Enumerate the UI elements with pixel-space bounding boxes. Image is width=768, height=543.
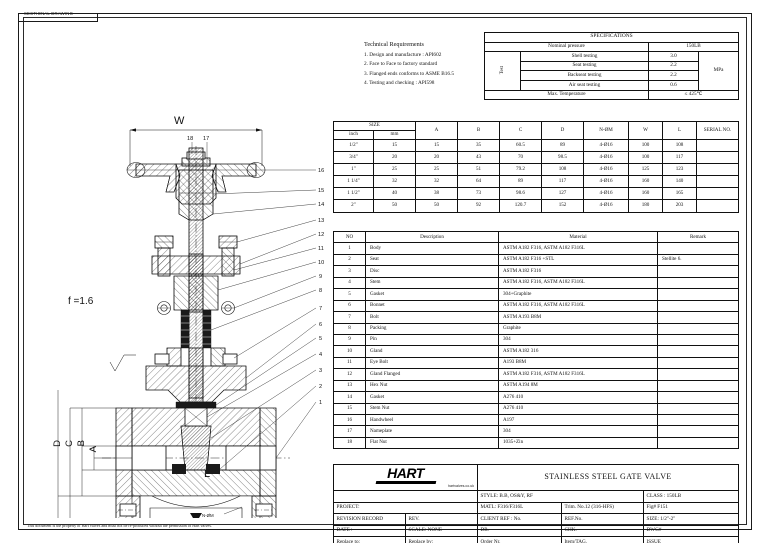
part-no: 10 [334,346,366,357]
part-remark [658,300,739,311]
tech-req-item: 1. Design and manufacture : API602 [364,52,442,58]
replace-by-label: Replace by: [406,537,478,543]
size-cell: 60.5 [500,140,542,152]
part-description: Body [366,243,499,254]
valve-sectional-drawing [24,18,330,518]
size-cell: 43 [458,152,500,164]
svg-text:9: 9 [319,274,323,280]
size-cell [697,176,739,188]
part-no: 11 [334,357,366,368]
table-row [334,232,739,243]
size-cell: 25 [374,164,416,176]
part-material: ASTM A182 F316 [499,266,658,277]
part-no: 9 [334,334,366,345]
svg-text:12: 12 [318,232,325,238]
part-material: 1035+Zin [499,437,658,448]
table-row [485,42,739,52]
part-description: Bonnet [366,300,499,311]
col-header-remark: Remark [658,232,739,243]
size-cell [697,188,739,200]
size-cell: 70 [500,152,542,164]
size-cell: 79.2 [500,164,542,176]
size-cell: 50 [416,200,458,212]
table-row [334,140,739,152]
table-row [334,525,739,537]
nominal-pressure-label: Nominal pressure [485,42,649,52]
col-header-serial: SERIAL NO. [697,122,739,140]
matl-label: MATL: F316/F316L [478,502,562,514]
size-cell: 51 [458,164,500,176]
table-row [334,514,739,526]
size-cell: 125 [629,164,663,176]
drawing-title: STAINLESS STEEL GATE VALVE [478,465,739,491]
size-cell: 3/4" [334,152,374,164]
svg-text:3: 3 [319,368,323,374]
part-description: Eye Bolt [366,357,499,368]
size-cell: 4-Ø16 [584,188,629,200]
logo-website-url: hartvalves.co.uk [448,484,474,489]
col-header-no: NO [334,232,366,243]
table-row [334,152,739,164]
svg-text:4: 4 [319,352,323,358]
size-cell: 108 [542,164,584,176]
part-description: Stem Nut [366,403,499,414]
client-ref-label: CLIENT REF : No. [478,514,562,526]
size-cell: 117 [663,152,697,164]
part-description: Disc [366,266,499,277]
svg-text:13: 13 [318,218,325,224]
size-cell: 117 [542,176,584,188]
part-material: ASTM A182 F316, ASTM A182 F316L [499,243,658,254]
table-row [334,289,739,300]
part-remark [658,357,739,368]
part-description: Packing [366,323,499,334]
col-header-w: W [629,122,663,140]
replace-to-label: Replace to: [334,537,406,543]
part-description: Gland Flanged [366,369,499,380]
size-cell: 25 [416,164,458,176]
size-cell: 98.6 [500,188,542,200]
size-cell: 20 [416,152,458,164]
part-no: 8 [334,323,366,334]
test-group-label [485,52,521,90]
size-cell: 15 [416,140,458,152]
size-cell: 4-Ø16 [584,140,629,152]
size-cell: 203 [663,200,697,212]
size-cell: 98.5 [542,152,584,164]
table-row [334,277,739,288]
part-remark [658,415,739,426]
spec-unit: MPa [699,52,739,90]
part-remark [658,346,739,357]
scale-label: SCALE: NONE [406,525,478,537]
size-cell: 73 [458,188,500,200]
revision-record-label: REVISION RECORD [334,514,406,526]
test-value: 0.6 [649,80,699,90]
size-cell: 1 1/4" [334,176,374,188]
part-no: 5 [334,289,366,300]
part-no: 16 [334,415,366,426]
part-description: Pin [366,334,499,345]
title-block [333,464,739,543]
table-row [334,392,739,403]
size-cell: 92 [458,200,500,212]
project-label: PROJECT: [334,502,478,514]
surface-finish-label: f =1.6 [68,296,94,307]
item-tag-label: Item/TAG. [562,537,644,543]
size-cell: 160 [629,176,663,188]
size-cell: 38 [416,188,458,200]
size-cell [697,164,739,176]
rev-label: REV. [406,514,478,526]
col-header-nom: N-ØM [584,122,629,140]
table-row [334,188,739,200]
part-remark [658,289,739,300]
logo-graphic [334,466,477,484]
col-header-mm: mm [374,131,416,140]
dr-label: DR. [478,525,562,537]
part-no: 7 [334,312,366,323]
part-remark [658,369,739,380]
part-no: 2 [334,254,366,265]
max-temp-value: ≤ 425℃ [649,90,739,100]
part-description: Seat [366,254,499,265]
part-material: ASTM A182 F316, ASTM A182 F316L [499,369,658,380]
style-label: STYLE: B.B, OS&Y, RF [478,491,644,503]
part-description: Gasket [366,289,499,300]
part-material: A276 410 [499,403,658,414]
size-cell: 4-Ø16 [584,152,629,164]
col-header-d: D [542,122,584,140]
svg-text:5: 5 [319,336,323,342]
table-row [334,380,739,391]
part-remark [658,403,739,414]
svg-text:16: 16 [318,168,325,174]
part-material: ASTM A193 B8M [499,312,658,323]
test-value: 2.2 [649,61,699,71]
dimension-label-d: D [52,440,63,447]
trim-label: Trim. No.12 (316-HFS) [562,502,644,514]
part-material: A197 [499,415,658,426]
size-cell: 2" [334,200,374,212]
table-row [334,254,739,265]
table-row [485,90,739,100]
svg-text:11: 11 [318,246,324,252]
col-header-material: Material [499,232,658,243]
size-cell: 4-Ø16 [584,164,629,176]
table-row [334,403,739,414]
nominal-pressure-value: 150LB [649,42,739,52]
parts-list-table [333,231,739,449]
col-header-l: L [663,122,697,140]
part-material: ASTM A194 8M [499,380,658,391]
table-row [334,426,739,437]
size-cell: 165 [663,188,697,200]
sectional-drawing-label: SECTIONAL DRAWING [24,11,74,16]
svg-text:2: 2 [319,384,323,390]
size-cell [697,152,739,164]
part-material: 304+Graphite [499,289,658,300]
table-row [334,200,739,212]
table-row [334,122,739,131]
size-cell: 100 [629,140,663,152]
size-cell: 160 [629,188,663,200]
table-row [334,369,739,380]
part-no: 13 [334,380,366,391]
table-row [485,52,739,62]
part-remark [658,334,739,345]
col-header-inch: inch [334,131,374,140]
size-label: SIZE: 1/2"-2" [644,514,739,526]
spec-title: SPECIFICATIONS [485,33,739,43]
svg-text:6: 6 [319,322,323,328]
size-cell: 140 [663,176,697,188]
technical-requirements [364,41,454,90]
part-remark [658,426,739,437]
svg-text:10: 10 [318,260,325,266]
company-logo [334,465,478,491]
table-row [334,266,739,277]
logo-text: HART [387,465,424,481]
copyright-footer-note: This document is the property of Hart valves and must not be re-produced without the permission of Hart valves. [27,523,212,528]
size-cell: 64 [458,176,500,188]
part-no: 17 [334,426,366,437]
part-description: Bolt [366,312,499,323]
part-material: Graphite [499,323,658,334]
class-label: CLASS : 150LB [644,491,739,503]
size-cell: 89 [542,140,584,152]
part-description: Gasket [366,392,499,403]
size-cell: 123 [663,164,697,176]
part-description: Flat Nut [366,437,499,448]
part-no: 14 [334,392,366,403]
part-no: 3 [334,266,366,277]
part-remark [658,380,739,391]
part-material: ASTM A182 F316, ASTM A182 F316L [499,300,658,311]
svg-text:7: 7 [319,306,323,312]
part-remark [658,277,739,288]
table-row [334,243,739,254]
part-no: 15 [334,403,366,414]
size-cell [697,140,739,152]
dimension-label-b: B [76,440,87,447]
part-description: Stem [366,277,499,288]
ref-no-label: REF.No. [562,514,644,526]
part-material: ASTM A182 F316, ASTM A182 F316L [499,277,658,288]
part-remark [658,266,739,277]
svg-text:18: 18 [187,136,194,142]
part-remark [658,437,739,448]
svg-text:17: 17 [203,136,210,142]
part-material: A193 B8M [499,357,658,368]
size-cell: 127 [542,188,584,200]
svg-text:8: 8 [319,288,323,294]
part-remark [658,323,739,334]
size-cell: 32 [416,176,458,188]
fig-label: Fig# F151 [644,502,739,514]
part-no: 12 [334,369,366,380]
svg-text:15: 15 [318,188,325,194]
test-name: Air seat testing [521,80,649,90]
size-table [333,121,739,213]
part-material: ASTM A182 F316 +STL [499,254,658,265]
tech-req-item: 3. Flanged ends conforms to ASME B16.5 [364,70,455,77]
part-no: 1 [334,243,366,254]
max-temp-label: Max. Temperature [485,90,649,100]
part-description: Nameplate [366,426,499,437]
size-cell: 4-Ø16 [584,200,629,212]
size-cell: 40 [374,188,416,200]
size-cell: 108 [663,140,697,152]
test-name: Shell testing [521,52,649,62]
table-row [334,346,739,357]
svg-text:14: 14 [318,202,325,208]
size-cell: 15 [374,140,416,152]
test-value: 3.0 [649,52,699,62]
size-cell: 100 [629,152,663,164]
dimension-label-w: W [174,115,185,127]
size-group-header: SIZE [334,122,416,131]
col-header-b: B [458,122,500,140]
dwg-label: DWG# [644,525,739,537]
chk-label: CHK. [562,525,644,537]
table-row [334,537,739,543]
part-material: A276 410 [499,392,658,403]
order-nr-label: Order Nr. [478,537,562,543]
table-row [334,465,739,491]
tech-req-item: 4. Testing and checking : API598 [364,80,435,87]
table-row [334,176,739,188]
part-remark [658,392,739,403]
table-row [334,334,739,345]
col-header-description: Description [366,232,499,243]
size-cell: 50 [374,200,416,212]
size-cell: 1" [334,164,374,176]
svg-text:1: 1 [319,400,323,406]
size-cell: 35 [458,140,500,152]
size-cell: 120.7 [500,200,542,212]
part-description: Gland [366,346,499,357]
part-material: 304 [499,426,658,437]
size-cell: 20 [374,152,416,164]
issue-label: ISSUE [644,537,739,543]
size-cell: 152 [542,200,584,212]
test-label-vertical: Test [499,65,505,74]
size-cell: 4-Ø16 [584,176,629,188]
size-cell [697,200,739,212]
dimension-label-l: L [204,468,211,480]
size-cell: 180 [629,200,663,212]
table-row [334,312,739,323]
tech-req-item: 2. Face to Face to factory standard [364,61,438,68]
part-material: ASTM A182 316 [499,346,658,357]
part-material: 304 [499,334,658,345]
test-value: 2.2 [649,71,699,81]
part-no: 4 [334,277,366,288]
specifications-table [484,32,739,100]
table-row [334,300,739,311]
table-row [334,415,739,426]
table-row [334,164,739,176]
table-row [334,323,739,334]
size-cell: 1 1/2" [334,188,374,200]
test-name: Backseat testing [521,71,649,81]
part-description: Hex Nut [366,380,499,391]
test-name: Seat testing [521,61,649,71]
logo-underline-bar [375,481,436,484]
svg-text:N-ØM: N-ØM [202,513,214,518]
size-cell: 89 [500,176,542,188]
part-remark [658,312,739,323]
part-remark [658,243,739,254]
part-remark: Stellite 6. [658,254,739,265]
col-header-c: C [500,122,542,140]
part-no: 18 [334,437,366,448]
dimension-label-a: A [88,446,99,453]
table-row [334,502,739,514]
table-row [334,357,739,368]
tech-req-title: Technical Requirements [364,41,424,48]
size-cell: 32 [374,176,416,188]
table-row [485,33,739,43]
col-header-a: A [416,122,458,140]
part-description: Handwheel [366,415,499,426]
table-row [334,437,739,448]
part-no: 6 [334,300,366,311]
date-label: DATE : [334,525,406,537]
table-row [334,491,739,503]
size-cell: 1/2" [334,140,374,152]
dimension-label-c: C [64,440,75,447]
